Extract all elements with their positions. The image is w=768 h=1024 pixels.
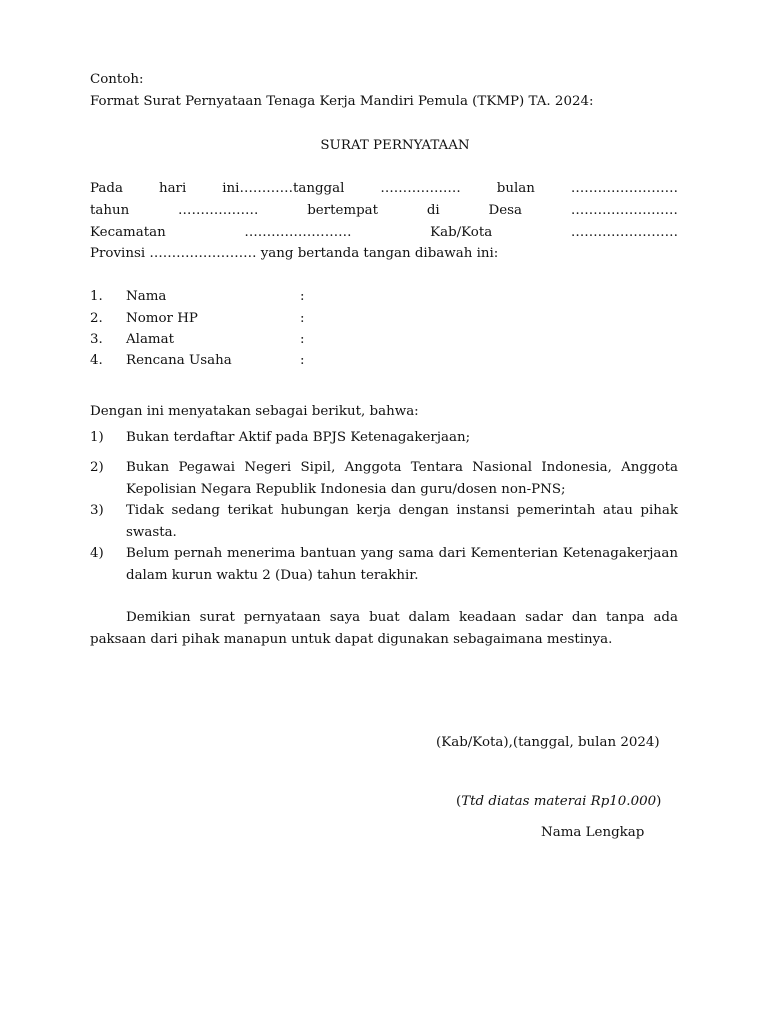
statement-text: Bukan Pegawai Negeri Sipil, Anggota Tentara Nasional Indonesia, Anggota Kepolisian Negara Republik Indonesia dan guru/dosen non-PNS;	[126, 460, 678, 497]
opening-word: Kab/Kota	[430, 225, 493, 240]
identity-number: 1.	[90, 289, 103, 304]
identity-colon: :	[300, 311, 305, 326]
identity-label: Nama	[126, 289, 167, 304]
example-label: Contoh:	[90, 72, 144, 87]
statement-number: 3)	[90, 503, 104, 518]
opening-word: ini…………tanggal	[222, 181, 345, 196]
statement-number: 4)	[90, 546, 104, 561]
place-date: (Kab/Kota),(tanggal, bulan 2024)	[436, 735, 660, 750]
identity-label: Alamat	[126, 332, 174, 347]
statement-number: 2)	[90, 460, 104, 475]
opening-word: ………………	[380, 181, 461, 196]
identity-number: 2.	[90, 311, 103, 326]
opening-row-1	[90, 180, 678, 198]
identity-colon: :	[300, 332, 305, 347]
opening-word: ……………………	[570, 203, 678, 218]
format-title: Format Surat Pernyataan Tenaga Kerja Mandiri Pemula (TKMP) TA. 2024:	[90, 94, 594, 109]
opening-word: di	[426, 203, 440, 218]
opening-word: Pada	[90, 181, 123, 196]
opening-word: Desa	[488, 203, 523, 218]
statement-number: 1)	[90, 430, 104, 445]
statement-intro: Dengan ini menyatakan sebagai berikut, bahwa:	[90, 404, 419, 419]
stamp-note-text: Ttd diatas materai Rp10.000	[461, 794, 657, 809]
opening-row-3	[90, 224, 678, 242]
opening-word: bertempat	[307, 203, 379, 218]
identity-number: 3.	[90, 332, 103, 347]
identity-label: Rencana Usaha	[126, 353, 232, 368]
opening-word: ………………	[178, 203, 259, 218]
opening-word: ……………………	[244, 225, 352, 240]
opening-row-4: Provinsi …………………… yang bertanda tangan dibawah ini:	[90, 246, 499, 261]
opening-word: ……………………	[570, 225, 678, 240]
stamp-close-paren: )	[656, 794, 662, 809]
closing-paragraph: Demikian surat pernyataan saya buat dalam keadaan sadar dan tanpa ada paksaan dari pihak manapun untuk dapat digunakan sebagaimana mestinya.	[90, 610, 678, 647]
opening-word: bulan	[496, 181, 535, 196]
stamp-open-paren: (	[456, 794, 462, 809]
identity-label: Nomor HP	[126, 311, 198, 326]
opening-word: Kecamatan	[90, 225, 166, 240]
identity-number: 4.	[90, 353, 103, 368]
opening-word: tahun	[90, 203, 130, 218]
identity-colon: :	[300, 353, 305, 368]
identity-colon: :	[300, 289, 305, 304]
statement-text: Tidak sedang terikat hubungan kerja dengan instansi pemerintah atau pihak swasta.	[126, 503, 678, 540]
opening-word: hari	[158, 181, 187, 196]
opening-word: ……………………	[570, 181, 678, 196]
statement-text: Belum pernah menerima bantuan yang sama dari Kementerian Ketenagakerjaan dalam kurun waktu 2 (Dua) tahun terakhir.	[126, 546, 678, 583]
document-title: SURAT PERNYATAAN	[320, 138, 470, 153]
full-name: Nama Lengkap	[541, 825, 645, 840]
stamp-note	[456, 793, 661, 811]
opening-row-2	[90, 202, 678, 220]
statement-text: Bukan terdaftar Aktif pada BPJS Ketenagakerjaan;	[126, 430, 471, 445]
